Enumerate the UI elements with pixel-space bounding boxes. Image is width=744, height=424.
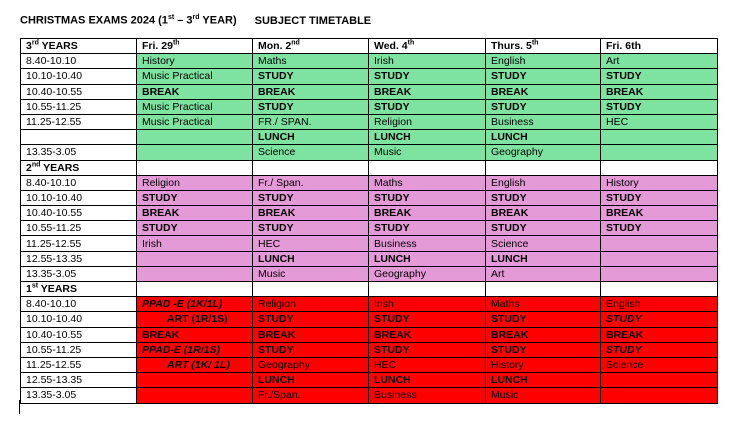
subject-cell: English (601, 297, 718, 312)
subject-cell: Music (486, 388, 601, 403)
subject-cell: STUDY (253, 312, 369, 327)
subject-cell: STUDY (369, 342, 486, 357)
time-cell: 8.40-10.10 (21, 297, 137, 312)
table-row (21, 357, 718, 372)
subject-cell: Science (253, 145, 369, 160)
subject-cell: BREAK (137, 84, 253, 99)
table-row (21, 251, 718, 266)
subject-cell: BREAK (369, 327, 486, 342)
table-row (21, 206, 718, 221)
time-cell: 10.40-10.55 (21, 84, 137, 99)
subject-cell: STUDY (253, 342, 369, 357)
table-row (21, 84, 718, 99)
subject-cell: STUDY (253, 190, 369, 205)
table-row (21, 69, 718, 84)
subject-cell: Music Practical (137, 114, 253, 129)
section-heading: 2nd YEARS (21, 160, 137, 175)
subject-cell: STUDY (486, 99, 601, 114)
table-row (21, 236, 718, 251)
table-row (21, 342, 718, 357)
day-header: Thurs. 5th (486, 39, 601, 54)
table-row (21, 114, 718, 129)
subject-cell: Geography (369, 266, 486, 281)
table-row (21, 266, 718, 281)
table-row (21, 312, 718, 327)
day-header: Fri. 29th (137, 39, 253, 54)
time-cell: 13.35-3.05 (21, 266, 137, 281)
subject-cell: STUDY (369, 221, 486, 236)
table-row (21, 297, 718, 312)
subject-cell: STUDY (137, 221, 253, 236)
subject-cell: Geography (253, 357, 369, 372)
subject-cell: STUDY (253, 99, 369, 114)
empty-cell (601, 160, 718, 175)
subject-cell: PPAD-E (1R/1S) (137, 342, 253, 357)
table-row (21, 190, 718, 205)
subject-cell: Religion (137, 175, 253, 190)
table-row (21, 388, 718, 403)
empty-cell (486, 160, 601, 175)
time-cell: 10.40-10.55 (21, 327, 137, 342)
subject-cell: STUDY (601, 221, 718, 236)
time-cell: 10.40-10.55 (21, 206, 137, 221)
day-header: Fri. 6th (601, 39, 718, 54)
subject-cell: BREAK (253, 84, 369, 99)
subject-cell: LUNCH (486, 130, 601, 145)
subject-cell: STUDY (137, 190, 253, 205)
subject-cell: HEC (369, 357, 486, 372)
day-header: Wed. 4th (369, 39, 486, 54)
day-header: Mon. 2nd (253, 39, 369, 54)
subject-cell (601, 236, 718, 251)
subject-cell: STUDY (369, 99, 486, 114)
subject-cell (137, 266, 253, 281)
empty-cell (369, 160, 486, 175)
text-cursor (19, 400, 20, 414)
empty-cell (369, 282, 486, 297)
subject-cell: LUNCH (486, 373, 601, 388)
time-cell: 13.35-3.05 (21, 145, 137, 160)
subject-cell: Music (253, 266, 369, 281)
subject-cell: Fr./Span. (253, 388, 369, 403)
subject-cell: PPAD -E (1K/1L) (137, 297, 253, 312)
subject-cell: STUDY (486, 190, 601, 205)
subject-cell (601, 388, 718, 403)
subject-cell: STUDY (486, 221, 601, 236)
subject-cell: BREAK (369, 84, 486, 99)
document-title: CHRISTMAS EXAMS 2024 (1st – 3rd YEAR) SUBJECT TIMETABLE (20, 14, 372, 27)
subject-cell: ART (1K/ 1L) (137, 357, 253, 372)
subject-cell: STUDY (601, 99, 718, 114)
section-heading: 1st YEARS (21, 282, 137, 297)
subject-cell: BREAK (137, 206, 253, 221)
subject-cell: BREAK (253, 327, 369, 342)
subject-cell: Religion (369, 114, 486, 129)
subject-cell: History (137, 54, 253, 69)
subject-cell (137, 130, 253, 145)
subject-cell: History (486, 357, 601, 372)
time-cell: 8.40-10.10 (21, 175, 137, 190)
subject-cell: Maths (253, 54, 369, 69)
time-cell: 8.40-10.10 (21, 54, 137, 69)
subject-cell: HEC (253, 236, 369, 251)
subject-cell (601, 130, 718, 145)
subject-cell: FR./ SPAN. (253, 114, 369, 129)
subject-cell: BREAK (369, 206, 486, 221)
subject-cell (137, 251, 253, 266)
subject-cell: Geography (486, 145, 601, 160)
subject-cell: Music Practical (137, 69, 253, 84)
subject-cell: Business (369, 388, 486, 403)
subject-cell: STUDY (369, 312, 486, 327)
subject-cell: Maths (486, 297, 601, 312)
subject-cell (601, 251, 718, 266)
subject-cell: STUDY (369, 69, 486, 84)
subject-cell: HEC (601, 114, 718, 129)
time-cell: 10.55-11.25 (21, 342, 137, 357)
table-row (21, 221, 718, 236)
subject-cell: LUNCH (486, 251, 601, 266)
subject-cell: Science (486, 236, 601, 251)
time-cell: 10.55-11.25 (21, 99, 137, 114)
subject-cell: STUDY (601, 190, 718, 205)
subject-cell: Art (601, 54, 718, 69)
empty-cell (137, 160, 253, 175)
subject-cell: Maths (369, 175, 486, 190)
subject-cell: STUDY (253, 221, 369, 236)
subject-cell: BREAK (601, 206, 718, 221)
table-row (21, 175, 718, 190)
empty-cell (253, 282, 369, 297)
section-row (21, 282, 718, 297)
time-cell: 10.55-11.25 (21, 221, 137, 236)
time-cell: 12.55-13.35 (21, 373, 137, 388)
subject-cell: STUDY (601, 312, 718, 327)
subject-cell (601, 373, 718, 388)
empty-cell (253, 160, 369, 175)
subject-cell (601, 145, 718, 160)
subject-cell: STUDY (486, 69, 601, 84)
subject-cell: ART (1R/1S) (137, 312, 253, 327)
time-cell: 11.25-12.55 (21, 357, 137, 372)
subject-cell (137, 373, 253, 388)
subject-cell (601, 266, 718, 281)
subject-cell: BREAK (486, 84, 601, 99)
timetable-body (21, 39, 718, 404)
subject-cell: Irish (137, 236, 253, 251)
subject-cell: Music Practical (137, 99, 253, 114)
time-cell: 11.25-12.55 (21, 114, 137, 129)
time-cell: 10.10-10.40 (21, 190, 137, 205)
subject-cell: LUNCH (369, 130, 486, 145)
table-row (21, 145, 718, 160)
subject-cell: BREAK (601, 327, 718, 342)
subject-cell: Irish (369, 54, 486, 69)
subject-cell: Business (369, 236, 486, 251)
subject-cell: LUNCH (369, 251, 486, 266)
subject-cell: STUDY (486, 342, 601, 357)
subject-cell: Fr./ Span. (253, 175, 369, 190)
subject-cell: Art (486, 266, 601, 281)
table-row (21, 99, 718, 114)
subject-cell: LUNCH (253, 251, 369, 266)
subject-cell: Business (486, 114, 601, 129)
subject-cell: BREAK (253, 206, 369, 221)
subject-cell: LUNCH (369, 373, 486, 388)
subject-cell: Music (369, 145, 486, 160)
time-cell: 11.25-12.55 (21, 236, 137, 251)
subject-cell: STUDY (486, 312, 601, 327)
exam-timetable (20, 38, 718, 404)
subject-cell: LUNCH (253, 130, 369, 145)
subject-cell: English (486, 175, 601, 190)
table-row (21, 327, 718, 342)
time-cell (21, 130, 137, 145)
subject-cell: STUDY (601, 69, 718, 84)
subject-cell: LUNCH (253, 373, 369, 388)
time-cell: 13.35-3.05 (21, 388, 137, 403)
section-row (21, 160, 718, 175)
time-cell: 10.10-10.40 (21, 69, 137, 84)
subject-cell: Science (601, 357, 718, 372)
subject-cell: STUDY (601, 342, 718, 357)
subject-cell: Irish (369, 297, 486, 312)
subject-cell: BREAK (137, 327, 253, 342)
table-row (21, 54, 718, 69)
subject-cell: STUDY (253, 69, 369, 84)
subject-cell: BREAK (486, 327, 601, 342)
section-heading-3rd-years: 3rd YEARS (21, 39, 137, 54)
subject-cell: English (486, 54, 601, 69)
subject-cell (137, 388, 253, 403)
subject-cell: History (601, 175, 718, 190)
empty-cell (601, 282, 718, 297)
subject-cell: Religion (253, 297, 369, 312)
header-row (21, 39, 718, 54)
time-cell: 12.55-13.35 (21, 251, 137, 266)
time-cell: 10.10-10.40 (21, 312, 137, 327)
table-row (21, 373, 718, 388)
subject-cell: BREAK (601, 84, 718, 99)
title-subject: SUBJECT TIMETABLE (254, 14, 372, 27)
empty-cell (486, 282, 601, 297)
subject-cell: STUDY (369, 190, 486, 205)
subject-cell (137, 145, 253, 160)
subject-cell: BREAK (486, 206, 601, 221)
empty-cell (137, 282, 253, 297)
title-main: CHRISTMAS EXAMS 2024 (1 (20, 14, 168, 27)
table-row (21, 130, 718, 145)
